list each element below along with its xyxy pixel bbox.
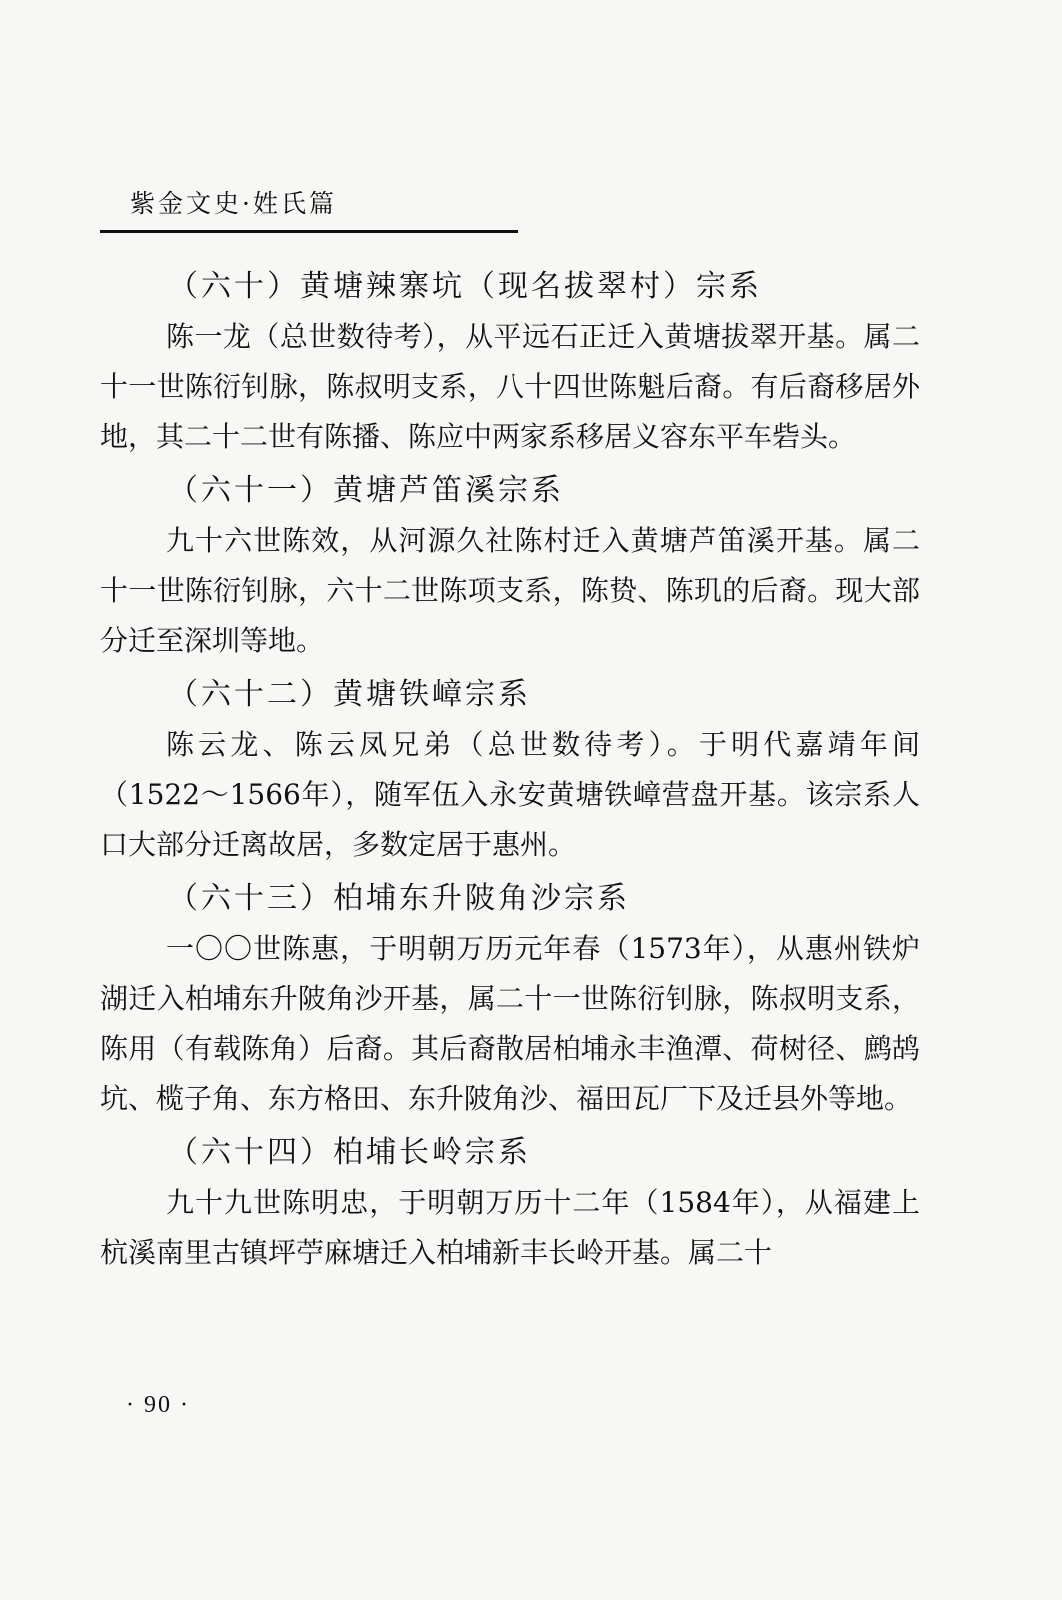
header-rule <box>100 230 518 233</box>
section-heading: （六十四）柏埔长岭宗系 <box>168 1135 531 1170</box>
running-header: 紫金文史·姓氏篇 <box>130 189 337 218</box>
section-60 <box>100 262 920 462</box>
section-heading: （六十二）黄塘铁嶂宗系 <box>168 677 531 712</box>
section-heading: （六十三）柏埔东升陂角沙宗系 <box>168 881 630 916</box>
section-heading: （六十）黄塘辣寨坑（现名拔翠村）宗系 <box>168 269 762 304</box>
section-paragraph: 陈一龙（总世数待考），从平远石正迁入黄塘拔翠开基。属二十一世陈衍钊脉，陈叔明支系，八十四世陈魁后裔。有后裔移居外地，其二十二世有陈播、陈应中两家系移居义容东平车砦头。 <box>100 320 920 453</box>
body-text <box>100 262 920 1282</box>
section-64 <box>100 1128 920 1278</box>
section-paragraph: 陈云龙、陈云凤兄弟（总世数待考）。于明代嘉靖年间（1522～1566年），随军伍入永安黄塘铁嶂营盘开基。该宗系人口大部分迁离故居，多数定居于惠州。 <box>100 728 920 861</box>
section-62 <box>100 670 920 870</box>
page-number: · 90 · <box>126 1392 190 1418</box>
section-63 <box>100 874 920 1124</box>
section-paragraph: 九十九世陈明忠，于明朝万历十二年（1584年），从福建上杭溪南里古镇坪苧麻塘迁入柏埔新丰长岭开基。属二十 <box>100 1186 920 1269</box>
section-paragraph: 九十六世陈效，从河源久社陈村迁入黄塘芦笛溪开基。属二十一世陈衍钊脉，六十二世陈项支系，陈贽、陈玑的后裔。现大部分迁至深圳等地。 <box>100 524 920 657</box>
section-61 <box>100 466 920 666</box>
section-paragraph: 一〇〇世陈惠，于明朝万历元年春（1573年），从惠州铁炉湖迁入柏埔东升陂角沙开基，属二十一世陈衍钊脉，陈叔明支系，陈用（有载陈角）后裔。其后裔散居柏埔永丰渔潭、荷树径、鹧鸪坑、榄子角、东方格田、东升陂角沙、福田瓦厂下及迁县外等地。 <box>100 932 920 1115</box>
section-heading: （六十一）黄塘芦笛溪宗系 <box>168 473 564 508</box>
